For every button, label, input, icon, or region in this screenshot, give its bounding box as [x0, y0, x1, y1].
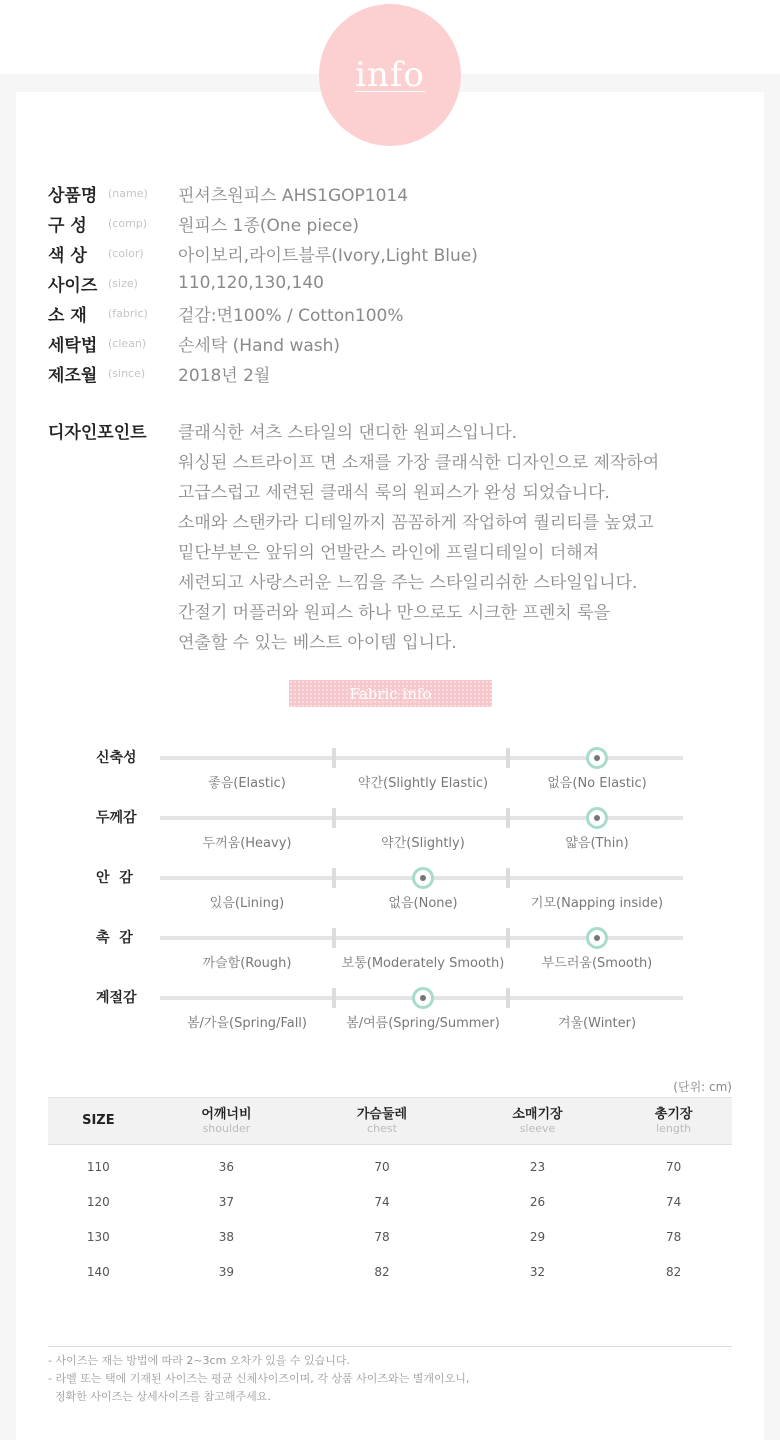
fabric-scale-option: 두꺼움(Heavy)	[202, 836, 292, 851]
info-value: 110,120,130,140	[178, 273, 325, 293]
info-row-clean	[48, 328, 478, 358]
info-sub: (fabric)	[108, 306, 148, 320]
table-row	[48, 1254, 732, 1289]
table-cell: 78	[374, 1229, 390, 1244]
fabric-scale-row	[0, 928, 780, 988]
design-line: 간절기 머플러와 원피스 하나 만으로도 시크한 프렌치 룩을	[178, 603, 610, 623]
fabric-scale-row	[0, 808, 780, 868]
info-value: 겉감:면100% / Cotton100%	[178, 305, 404, 326]
design-line: 밑단부분은 앞뒤의 언발란스 라인에 프릴디테일이 더해져	[178, 543, 600, 563]
info-key: 소 재	[48, 305, 87, 326]
table-cell: 32	[529, 1264, 546, 1279]
info-sub: (color)	[108, 246, 144, 260]
fabric-scale-selected-marker	[586, 807, 608, 829]
design-line: 세련되고 사랑스러운 느낌을 주는 스타일리쉬한 스타일입니다.	[178, 573, 638, 593]
fabric-scale-divider	[332, 808, 336, 828]
info-sub: (comp)	[108, 216, 148, 230]
header-size: SIZE	[48, 1098, 149, 1145]
info-value: 아이보리,라이트블루(Ivory,Light Blue)	[178, 245, 478, 266]
info-row-fabric	[48, 298, 478, 328]
fabric-scale-option: 없음(None)	[388, 896, 458, 911]
info-key: 상품명	[48, 185, 98, 206]
table-cell: 29	[529, 1229, 546, 1244]
fabric-scale-row	[0, 748, 780, 808]
fabric-scale-divider	[332, 988, 336, 1008]
info-row-size	[48, 268, 478, 298]
table-cell: 82	[374, 1264, 390, 1279]
fabric-scale-divider	[332, 928, 336, 948]
fabric-scale-option: 약간(Slightly Elastic)	[357, 776, 489, 791]
fabric-scale-label: 신축성	[96, 750, 137, 766]
info-value: 2018년 2월	[178, 365, 271, 386]
fabric-scale-row	[0, 868, 780, 928]
table-cell: 78	[665, 1229, 682, 1244]
note-line: - 라벨 또는 택에 기재된 사이즈는 평균 신체사이즈이며, 각 상품 사이즈와는 별개이오니,	[48, 1372, 470, 1385]
notes-divider	[48, 1346, 732, 1347]
info-value: 손세탁 (Hand wash)	[178, 335, 341, 356]
fabric-scale-divider	[332, 748, 336, 768]
info-sub: (since)	[108, 366, 146, 380]
fabric-scale-option: 있음(Lining)	[209, 896, 285, 911]
info-row-color	[48, 238, 478, 268]
fabric-scale-option: 봄/여름(Spring/Summer)	[346, 1016, 500, 1031]
fabric-scale-divider	[506, 808, 510, 828]
table-cell: 38	[218, 1229, 235, 1244]
info-key: 구 성	[48, 215, 87, 236]
info-key: 색 상	[48, 245, 87, 266]
table-cell: 70	[374, 1159, 390, 1174]
info-row-name	[48, 178, 478, 208]
design-line: 고급스럽고 세련된 클래식 룩의 원피스가 완성 되었습니다.	[178, 483, 610, 503]
table-cell: 74	[374, 1194, 390, 1209]
fabric-scale-option: 겨울(Winter)	[557, 1016, 637, 1031]
info-sub: (name)	[108, 186, 148, 200]
info-key: 세탁법	[48, 335, 98, 356]
info-key: 사이즈	[48, 275, 98, 296]
fabric-scale-label: 촉 감	[96, 930, 133, 946]
info-badge-label: info	[355, 55, 425, 95]
info-value: 원피스 1종(One piece)	[178, 215, 359, 236]
fabric-scale-divider	[332, 868, 336, 888]
fabric-scale-option: 부드러움(Smooth)	[541, 956, 653, 971]
info-value: 핀셔츠원피스 AHS1GOP1014	[178, 185, 409, 206]
info-sub: (clean)	[108, 336, 147, 350]
table-row	[48, 1219, 732, 1254]
note-line: 정확한 사이즈는 상세사이즈를 참고해주세요.	[48, 1390, 271, 1403]
header-sleeve: 소매기장 sleeve	[460, 1098, 616, 1145]
fabric-scale-divider	[506, 928, 510, 948]
info-row-comp	[48, 208, 478, 238]
table-cell: 70	[665, 1159, 682, 1174]
header-chest: 가슴둘레 chest	[304, 1098, 460, 1145]
fabric-scale-option: 까슬함(Rough)	[202, 956, 292, 971]
table-cell: 110	[86, 1159, 110, 1174]
table-cell: 82	[665, 1264, 682, 1279]
fabric-info-title: Fabric info	[289, 680, 492, 707]
fabric-scale-divider	[506, 988, 510, 1008]
note-line: - 사이즈는 재는 방법에 따라 2~3cm 오차가 있을 수 있습니다.	[48, 1354, 351, 1367]
info-sub: (size)	[108, 276, 138, 290]
fabric-scale-option: 봄/가을(Spring/Fall)	[186, 1016, 307, 1031]
fabric-scale-selected-marker	[412, 987, 434, 1009]
size-table-header	[48, 1098, 732, 1145]
product-info-list	[48, 178, 478, 388]
table-cell: 74	[665, 1194, 682, 1209]
info-badge	[319, 4, 461, 146]
fabric-scale-divider	[506, 748, 510, 768]
size-unit: (단위: cm)	[673, 1080, 732, 1094]
table-row	[48, 1184, 732, 1219]
size-notes	[48, 1352, 469, 1406]
table-cell: 120	[86, 1194, 110, 1209]
fabric-scale-selected-marker	[586, 747, 608, 769]
design-point-label: 디자인포인트	[48, 423, 147, 443]
design-point-text	[178, 418, 659, 658]
fabric-scale-divider	[506, 868, 510, 888]
table-row	[48, 1145, 732, 1185]
design-line: 클래식한 셔츠 스타일의 댄디한 원피스입니다.	[178, 423, 518, 443]
table-cell: 39	[218, 1264, 235, 1279]
header-shoulder: 어깨너비 shoulder	[149, 1098, 305, 1145]
fabric-scale-option: 보통(Moderately Smooth)	[341, 956, 505, 971]
fabric-scale-option: 약간(Slightly)	[381, 836, 465, 851]
size-table	[48, 1097, 732, 1289]
design-line: 소매와 스탠카라 디테일까지 꼼꼼하게 작업하여 퀄리티를 높였고	[178, 513, 654, 533]
table-cell: 23	[529, 1159, 546, 1174]
table-cell: 130	[86, 1229, 110, 1244]
fabric-scale-selected-marker	[586, 927, 608, 949]
fabric-scale-option: 기모(Napping inside)	[530, 896, 664, 911]
fabric-scale-option: 얇음(Thin)	[565, 836, 629, 851]
table-cell: 36	[218, 1159, 235, 1174]
fabric-scale-label: 안 감	[96, 870, 133, 886]
fabric-scale-selected-marker	[412, 867, 434, 889]
fabric-scale-option: 좋음(Elastic)	[208, 776, 286, 791]
info-key: 제조월	[48, 365, 98, 386]
design-point-section	[48, 418, 659, 658]
fabric-scale-row	[0, 988, 780, 1048]
design-line: 연출할 수 있는 베스트 아이템 입니다.	[178, 633, 457, 653]
fabric-scale-label: 계절감	[96, 990, 137, 1006]
table-cell: 37	[218, 1194, 235, 1209]
table-cell: 140	[86, 1264, 110, 1279]
table-cell: 26	[529, 1194, 546, 1209]
design-line: 워싱된 스트라이프 면 소재를 가장 클래식한 디자인으로 제작하여	[178, 453, 660, 473]
fabric-scale-label: 두께감	[96, 810, 137, 826]
header-length: 총기장 length	[615, 1098, 732, 1145]
fabric-scale-option: 없음(No Elastic)	[547, 776, 647, 791]
info-row-since	[48, 358, 478, 388]
